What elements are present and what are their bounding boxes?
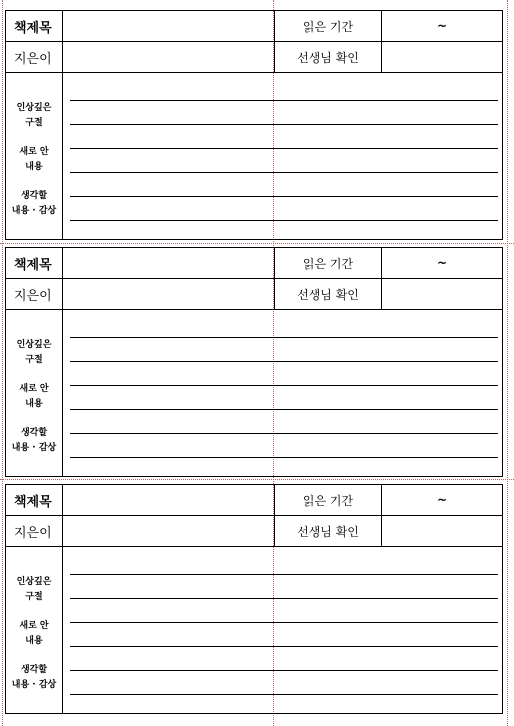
reading-period-label: 읽은 기간 xyxy=(275,485,382,515)
reading-log-form-3 xyxy=(5,484,503,714)
writing-lines[interactable] xyxy=(63,73,502,239)
thoughts-label: 생각할 내용 · 감상 xyxy=(11,428,57,453)
reading-period-field[interactable]: ~ xyxy=(436,19,448,33)
book-title-field[interactable] xyxy=(63,248,275,278)
book-title-label: 책제목 xyxy=(6,11,63,41)
book-title-label: 책제목 xyxy=(6,485,63,515)
book-title-field[interactable] xyxy=(63,485,275,515)
author-field[interactable] xyxy=(63,279,275,309)
writing-line xyxy=(70,337,498,338)
reading-period-field[interactable]: ~ xyxy=(436,256,448,270)
teacher-check-field[interactable] xyxy=(382,279,502,309)
writing-line xyxy=(70,598,498,599)
writing-line xyxy=(70,385,498,386)
writing-line xyxy=(70,457,498,458)
reading-period-field[interactable]: ~ xyxy=(436,493,448,507)
writing-line xyxy=(70,574,498,575)
form-author-row xyxy=(6,279,502,310)
teacher-check-label: 선생님 확인 xyxy=(275,42,382,72)
form-body xyxy=(6,547,502,713)
author-field[interactable] xyxy=(63,42,275,72)
form-header-row xyxy=(6,485,502,516)
reading-log-form-1 xyxy=(5,10,503,240)
thoughts-label: 생각할 내용 · 감상 xyxy=(11,191,57,216)
author-label: 지은이 xyxy=(6,516,63,546)
form-author-row xyxy=(6,516,502,547)
author-label: 지은이 xyxy=(6,42,63,72)
writing-line xyxy=(70,433,498,434)
form-body xyxy=(6,310,502,476)
section-labels xyxy=(6,310,63,476)
form-author-row xyxy=(6,42,502,73)
writing-line xyxy=(70,196,498,197)
crop-guide-1 xyxy=(0,243,514,244)
teacher-check-label: 선생님 확인 xyxy=(275,279,382,309)
reading-period-label: 읽은 기간 xyxy=(275,11,382,41)
form-header-row xyxy=(6,248,502,279)
reading-log-form-2 xyxy=(5,247,503,477)
writing-line xyxy=(70,172,498,173)
teacher-check-label: 선생님 확인 xyxy=(275,516,382,546)
new-learning-label: 새로 안 내용 xyxy=(19,384,49,409)
teacher-check-field[interactable] xyxy=(382,516,502,546)
writing-line xyxy=(70,361,498,362)
impressive-passage-label: 인상깊은 구절 xyxy=(16,340,52,365)
form-header-row xyxy=(6,11,502,42)
author-label: 지은이 xyxy=(6,279,63,309)
impressive-passage-label: 인상깊은 구절 xyxy=(16,577,52,602)
crop-guide-right xyxy=(507,0,508,726)
new-learning-label: 새로 안 내용 xyxy=(19,621,49,646)
reading-period-label: 읽은 기간 xyxy=(275,248,382,278)
writing-line xyxy=(70,220,498,221)
book-title-field[interactable] xyxy=(63,11,275,41)
writing-line xyxy=(70,409,498,410)
writing-lines[interactable] xyxy=(63,310,502,476)
book-title-label: 책제목 xyxy=(6,248,63,278)
writing-line xyxy=(70,670,498,671)
author-field[interactable] xyxy=(63,516,275,546)
form-body xyxy=(6,73,502,239)
writing-lines[interactable] xyxy=(63,547,502,713)
new-learning-label: 새로 안 내용 xyxy=(19,147,49,172)
writing-line xyxy=(70,124,498,125)
section-labels xyxy=(6,73,63,239)
section-labels xyxy=(6,547,63,713)
writing-line xyxy=(70,694,498,695)
crop-guide-2 xyxy=(0,479,514,480)
teacher-check-field[interactable] xyxy=(382,42,502,72)
writing-line xyxy=(70,148,498,149)
impressive-passage-label: 인상깊은 구절 xyxy=(16,103,52,128)
writing-line xyxy=(70,622,498,623)
crop-guide-left xyxy=(2,0,3,726)
writing-line xyxy=(70,100,498,101)
thoughts-label: 생각할 내용 · 감상 xyxy=(11,665,57,690)
writing-line xyxy=(70,646,498,647)
